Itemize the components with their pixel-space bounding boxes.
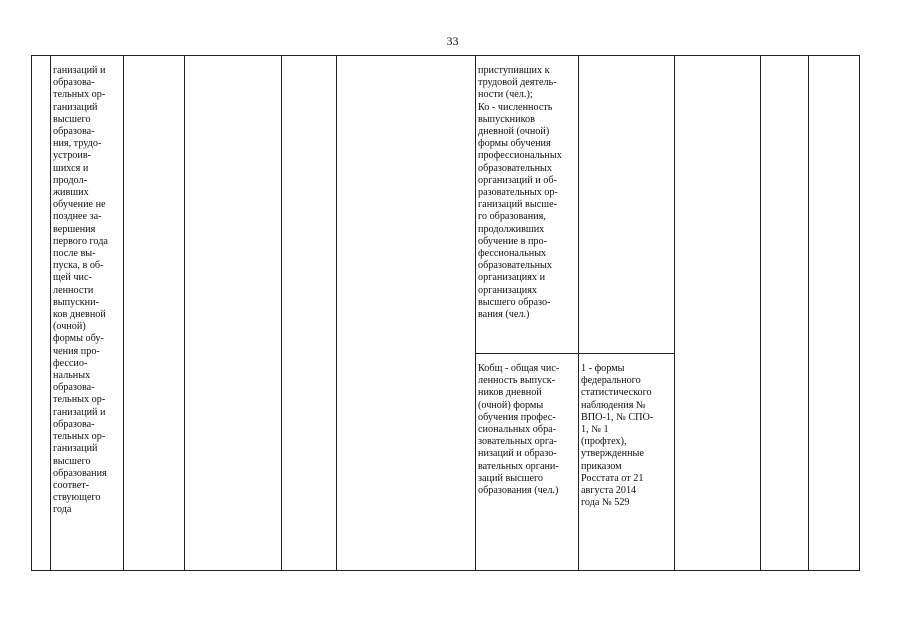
column-border <box>281 56 282 570</box>
formula-cell-bottom: Кобщ - общая чис- ленность выпуск- ников дневной (очной) формы обучения профес- сиональных обра- зовательных орга- низаций и образо- вательных органи- заций высшего образования (чел.) <box>478 363 560 497</box>
column-border <box>808 56 809 570</box>
indicator-name-cell: ганизаций и образова- тельных ор- ганизаций высшего образова- ния, трудо- устроив- шихся и продол- живших обучение не позднее за- вершения первого года после вы- пуска, в об- щей чис- ленности выпускни- ков дневной (очной) формы обу- чения про- фессио- нальных образова- тельных ор- ганизаций и образова- тельных ор- ганизаций высшего образования соответ- ствующего года <box>53 65 108 516</box>
page-number: 33 <box>446 34 459 48</box>
row-border <box>475 353 674 354</box>
formula-cell-top: приступивших к трудовой деятель- ности (чел.); Ко - численность выпускников дневной (очной) формы обучения профессиональных образовательных организаций и об- разовательных ор- ганизаций высше- го образования, продолживших обучение в про- фессиональных образовательных организациях и организациях высшего образо- вания (чел.) <box>478 65 562 321</box>
source-cell-bottom: 1 - формы федерального статистического наблюдения № ВПО-1, № СПО- 1, № 1 (профтех), утвержденные приказом Росстата от 21 августа 2014 года № 529 <box>581 363 654 509</box>
column-border <box>674 56 675 570</box>
column-border <box>184 56 185 570</box>
column-border <box>760 56 761 570</box>
column-border <box>475 56 476 570</box>
column-border <box>50 56 51 570</box>
indicator-table <box>31 55 860 571</box>
column-border <box>578 56 579 570</box>
column-border <box>336 56 337 570</box>
column-border <box>123 56 124 570</box>
